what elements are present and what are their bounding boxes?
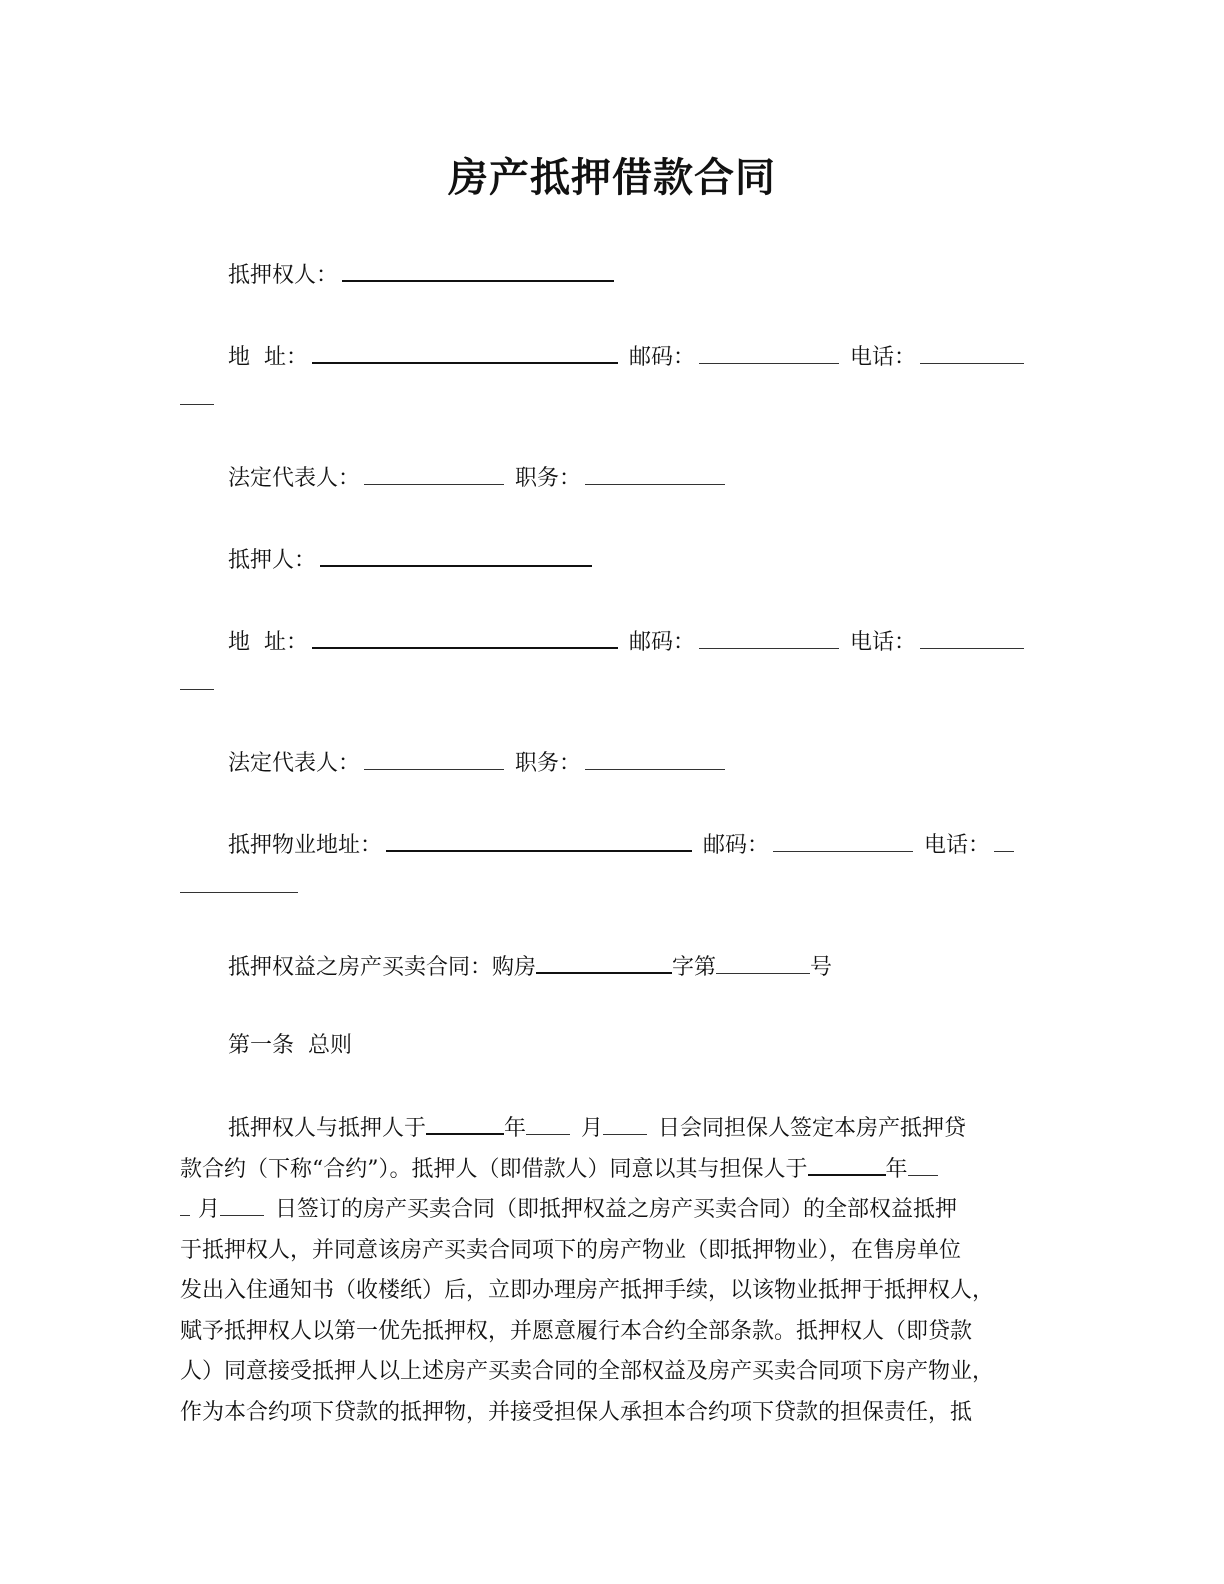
paragraph-line	[180, 1190, 1040, 1231]
mortgagee-label: 抵押权人：	[228, 263, 339, 288]
mortgagor-position-label: 职务：	[515, 751, 582, 776]
mortgagee-blank[interactable]	[342, 258, 614, 282]
contract-ref-suffix: 号	[810, 955, 833, 980]
contract-ref-line	[228, 950, 832, 983]
purchase-month-blank-cont[interactable]	[180, 1193, 190, 1216]
mortgagor-phone-blank[interactable]	[920, 626, 1024, 649]
sign-year-blank[interactable]	[426, 1111, 504, 1135]
contract-ref-purchase-blank[interactable]	[536, 950, 672, 974]
mortgagee-phone-blank-cont[interactable]	[180, 382, 214, 405]
mortgagor-legal-rep-line	[228, 747, 729, 779]
mortgagee-phone-blank[interactable]	[920, 341, 1024, 364]
mortgagee-address-blank[interactable]	[312, 340, 618, 364]
mortgagee-legal-rep-label: 法定代表人：	[228, 466, 361, 491]
property-phone-blank[interactable]	[994, 829, 1014, 852]
property-address-blank[interactable]	[386, 828, 692, 852]
contract-ref-middle: 字第	[672, 955, 717, 980]
mortgagor-phone-label: 电话：	[850, 630, 917, 655]
paragraph-line	[180, 1150, 1040, 1191]
paragraph-text: 抵押权人与抵押人于	[228, 1116, 427, 1141]
mortgagor-postcode-label: 邮码：	[629, 630, 696, 655]
year-label: 年	[885, 1156, 908, 1182]
mortgagor-label: 抵押人：	[228, 548, 317, 573]
mortgagee-position-label: 职务：	[515, 466, 582, 491]
mortgagee-address-line	[228, 340, 1028, 373]
article1-heading	[228, 1031, 352, 1061]
mortgagor-address-blank[interactable]	[312, 625, 618, 649]
paragraph-line: 赋予抵押权人以第一优先抵押权，并愿意履行本合约全部条款。抵押权人（即贷款	[180, 1318, 973, 1344]
mortgagee-phone-continuation	[180, 382, 214, 414]
mortgagee-legal-rep-blank[interactable]	[364, 462, 504, 485]
paragraph-line: 人）同意接受抵押人以上述房产买卖合同的全部权益及房产买卖合同项下房产物业，	[180, 1359, 995, 1384]
contract-ref-number-blank[interactable]	[716, 951, 810, 974]
property-address-label: 抵押物业地址：	[228, 833, 383, 858]
month-label: 月	[198, 1197, 221, 1222]
purchase-month-blank[interactable]	[908, 1153, 938, 1176]
mortgagor-address-label: 地 址：	[228, 630, 308, 655]
mortgagor-phone-continuation	[180, 667, 214, 699]
property-phone-label: 电话：	[924, 833, 991, 858]
mortgagor-phone-blank-cont[interactable]	[180, 667, 214, 690]
mortgagor-line	[228, 543, 596, 576]
purchase-day-blank[interactable]	[220, 1193, 264, 1216]
mortgagor-address-line	[228, 625, 1028, 658]
mortgagee-phone-label: 电话：	[850, 345, 917, 370]
property-address-line	[228, 828, 1018, 861]
mortgagee-postcode-blank[interactable]	[699, 341, 839, 364]
paragraph-line: 发出入住通知书（收楼纸）后，立即办理房产抵押手续，以该物业抵押于抵押权人，	[180, 1278, 995, 1303]
mortgagee-position-blank[interactable]	[585, 462, 725, 485]
mortgagor-blank[interactable]	[320, 543, 592, 567]
paragraph-line: 作为本合约项下贷款的抵押物，并接受担保人承担本合约项下贷款的担保责任，抵	[180, 1399, 973, 1425]
contract-ref-prefix: 抵押权益之房产买卖合同：购房	[228, 955, 537, 980]
month-label: 月	[581, 1116, 604, 1141]
property-postcode-label: 邮码：	[703, 833, 770, 858]
mortgagee-postcode-label: 邮码：	[629, 345, 696, 370]
sign-month-blank[interactable]	[526, 1112, 570, 1135]
mortgagee-line	[228, 258, 618, 291]
mortgagor-legal-rep-blank[interactable]	[364, 747, 504, 770]
property-phone-blank-cont[interactable]	[180, 870, 298, 893]
article1-paragraph	[180, 1109, 1040, 1433]
mortgagee-legal-rep-line	[228, 462, 729, 494]
property-postcode-blank[interactable]	[773, 829, 913, 852]
mortgagee-address-label: 地 址：	[228, 345, 308, 370]
document-title: 房产抵押借款合同	[448, 155, 776, 201]
article1-heading-text: 第一条 总则	[228, 1033, 352, 1058]
property-phone-continuation	[180, 870, 298, 902]
mortgagor-legal-rep-label: 法定代表人：	[228, 751, 361, 776]
paragraph-line	[180, 1109, 1040, 1150]
paragraph-text: 款合约（下称“合约”）。抵押人（即借款人）同意以其与担保人于	[180, 1156, 808, 1182]
year-label: 年	[504, 1116, 527, 1141]
paragraph-line: 于抵押权人，并同意该房产买卖合同项下的房产物业（即抵押物业），在售房单位	[180, 1237, 962, 1263]
paragraph-text: 日会同担保人签定本房产抵押贷	[658, 1116, 967, 1141]
mortgagor-postcode-blank[interactable]	[699, 626, 839, 649]
paragraph-text: 日签订的房产买卖合同（即抵押权益之房产买卖合同）的全部权益抵押	[275, 1197, 958, 1222]
sign-day-blank[interactable]	[603, 1112, 647, 1135]
purchase-year-blank[interactable]	[808, 1152, 886, 1176]
mortgagor-position-blank[interactable]	[585, 747, 725, 770]
